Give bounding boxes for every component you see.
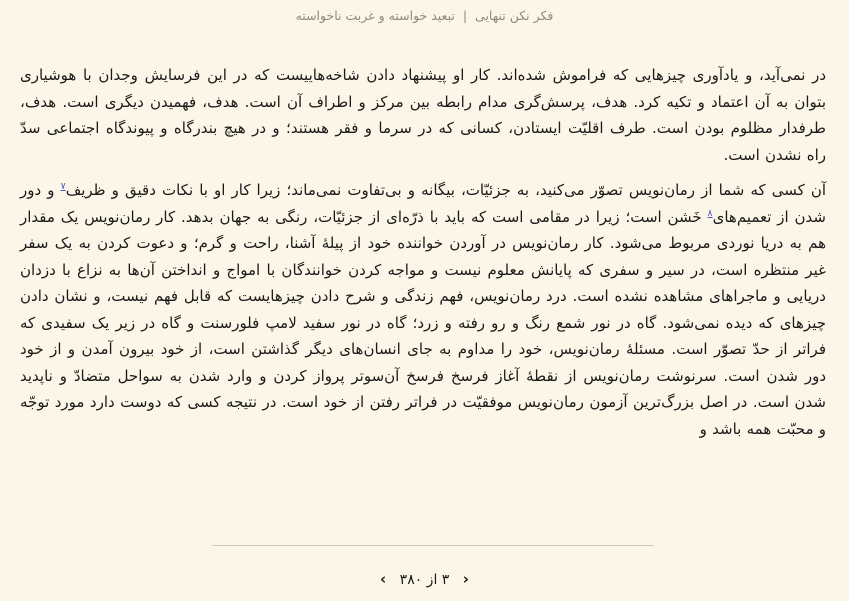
chapter-header <box>0 8 849 23</box>
paragraph-1: در نمی‌آید، و یادآوری چیزهایی که فراموش شده‌اند. کار او پیشنهاد دادن شاخه‌هاییست که در این فرسایش وجدان با هوشیاری بتوان به آن اعتماد و تکیه کرد. هدف، پرسش‌گری مدام رابطه بین مرکز و اطراف آن است. هدف، فهمیدن دیگری است. هدف، طرفدار مظلوم بودن است. طرف اقلیّت ایستادن، کسانی که در سرما و فقر هستند؛ و در هیچ بندرگاه و پیوندگاه اجتماعی سدّ راه نشدن است. <box>20 66 826 164</box>
chapter-title: تبعید خواسته و غربت ناخواسته <box>295 8 455 23</box>
header-separator: | <box>462 8 468 23</box>
paragraph-2-text-b: و دور شدن از تعمیم‌های <box>20 181 826 226</box>
footnote-link-8[interactable]: ۸ <box>707 207 713 219</box>
page-indicator: ۳ از ۳۸۰ <box>399 572 450 588</box>
page-navigator <box>0 570 849 588</box>
reader-content <box>20 62 826 442</box>
book-title: فکر نکن تنهایی <box>475 8 554 23</box>
footer-divider <box>212 545 654 546</box>
chevron-left-icon[interactable]: › <box>380 570 387 588</box>
chevron-right-icon[interactable]: ‹ <box>462 570 469 588</box>
paragraph-2 <box>20 177 826 442</box>
paragraph-2-text-c: خَشن است؛ زیرا در مقامی است که باید با ذرّه‌ای از جزئیّات، رنگی به جهان بدهد. کار رمان‌نویس یک مقدار هم به دریا نوردی مربوط می‌شود. کار رمان‌نویس در آوردن خواننده خود از پیلهٔ آشنا، راحت و گرم؛ و دعوت کردن به یک سفر غیر منتظره است، در سیر و سفری که پایانش معلوم نیست و مواجه کردن خوانندگان با امواج و انداختن آن‌ها به نزاع با دزدان دریایی و ماجراهای مشاهده نشده است. درد رمان‌نویس، فهم زندگی و شرح دادن چیزهایست که قابل فهم نیست، و نشان دادن چیزهای که دیده نمی‌شود. گاه در نور شمع رنگ و رو رفته و زرد؛ گاه در نور سفید لامپ فلورسنت و گاه در زیر یک سفیدی که فراتر از حدّ تصوّر است. مسئلهٔ رمان‌نویس، خود را مداوم به جای انسان‌های دیگر گذاشتن است، از خود بیرون آمدن و از خود دور شدن است. سرنوشت رمان‌نویس از نقطهٔ آغاز فرسخ فرسخ آن‌سوتر پرواز کردن و وارد شدن به سواحل متضادّ و ناپدید شدن است. در اصل بزرگ‌ترین آزمون رمان‌نویس موفقیّت در فراتر رفتن از خود است. در نتیجه کسی که دوست دارد مورد توجّه و محبّت همه باشد و <box>20 207 826 438</box>
paragraph-2-text-a: آن کسی که شما از رمان‌نویس تصوّر می‌کنید، به جزئیّات، بیگانه و بی‌تفاوت نمی‌ماند؛ زیرا کار او با نکات دقیق و ظریف <box>65 181 827 199</box>
footnote-link-7[interactable]: ۷ <box>60 181 66 192</box>
